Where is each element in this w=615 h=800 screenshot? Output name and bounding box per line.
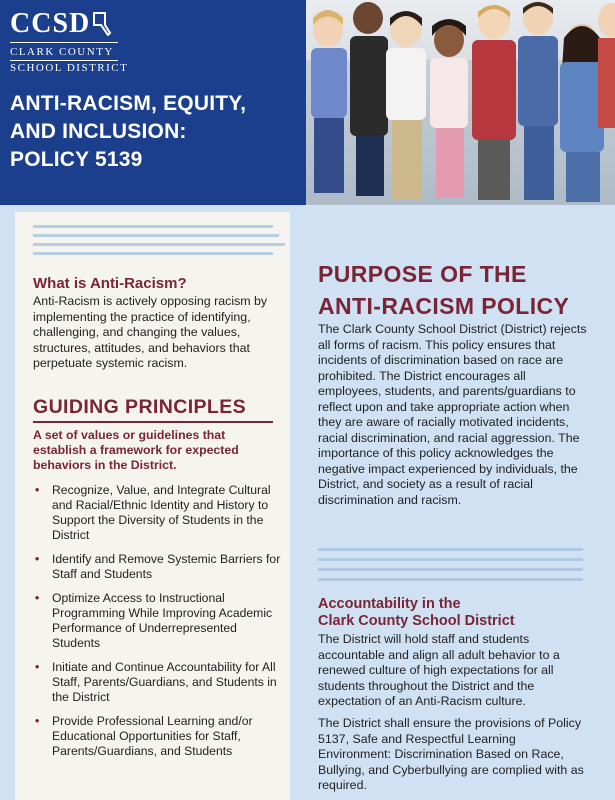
purpose-body: The Clark County School District (District) rejects all forms of racism. This policy ensures that incidents of discrimination based on race are prohibited. The District encourages all employees, students, and parents/guardians to reflect upon and take appropriate action when they are aware of racially motivated incidents, racial discrimination, and racial aggression. The importance of this policy acknowledges the negative impact experienced by individuals, the District, and society as a result of racial discrimination and racism.	[318, 322, 587, 507]
list-item: • Initiate and Continue Accountability for All Staff, Parents/Guardians, and Students in the District	[35, 660, 277, 704]
bullet-icon: •	[35, 552, 40, 566]
logo-line-1: CLARK COUNTY	[10, 46, 114, 58]
list-item: • Provide Professional Learning and/or Educational Opportunities for Staff, Parents/Guardians, and Students	[35, 714, 253, 758]
logo-text: CCSD	[10, 8, 91, 39]
list-item: • Recognize, Value, and Integrate Cultural and Racial/Ethnic Identity and History to Support the Diversity of Students in the District	[35, 483, 271, 542]
bullet-icon: •	[35, 591, 40, 605]
bullet-icon: •	[35, 483, 40, 497]
accountability-heading: Accountability in the Clark County School District	[318, 596, 515, 629]
accountability-body-2: The District shall ensure the provisions of Policy 5137, Safe and Respectful Learning Environment: Discrimination Based on Race, Bullying, and Cyberbullying are complied with as required.	[318, 716, 584, 792]
nevada-state-icon	[92, 12, 112, 36]
purpose-heading: PURPOSE OF THE ANTI-RACISM POLICY	[318, 261, 570, 319]
bullet-icon: •	[35, 714, 40, 728]
accountability-body-1: The District will hold staff and students accountable and align all adult behavior to a renewed culture of high expectations for all students throughout the District and the expectation of an Anti-Racism culture.	[318, 632, 560, 708]
decorative-stripes	[15, 212, 290, 267]
ccsd-logo	[10, 8, 128, 75]
list-item: • Optimize Access to Instructional Programming While Improving Academic Performance of Underrepresented Students	[35, 591, 273, 650]
what-is-anti-racism-body: Anti-Racism is actively opposing racism by implementing the practice of identifying, challenging, and changing the values, structures, attitudes, and behaviors that perpetuate systemic racism.	[33, 294, 268, 370]
logo-line-2: SCHOOL DISTRICT	[10, 62, 129, 74]
page-title: ANTI-RACISM, EQUITY, AND INCLUSION: POLICY 5139	[10, 92, 247, 171]
guiding-principles-list	[33, 483, 285, 768]
left-card	[15, 212, 290, 800]
children-group-photo	[306, 0, 615, 205]
what-is-anti-racism-heading: What is Anti-Racism?	[33, 275, 187, 292]
guiding-principles-divider	[33, 421, 273, 423]
guiding-principles-heading: GUIDING PRINCIPLES	[33, 396, 247, 418]
guiding-principles-subtitle: A set of values or guidelines that establish a framework for expected behaviors in the District.	[33, 428, 239, 472]
bullet-icon: •	[35, 660, 40, 674]
list-item: • Identify and Remove Systemic Barriers for Staff and Students	[35, 552, 281, 581]
header-banner	[0, 0, 615, 205]
